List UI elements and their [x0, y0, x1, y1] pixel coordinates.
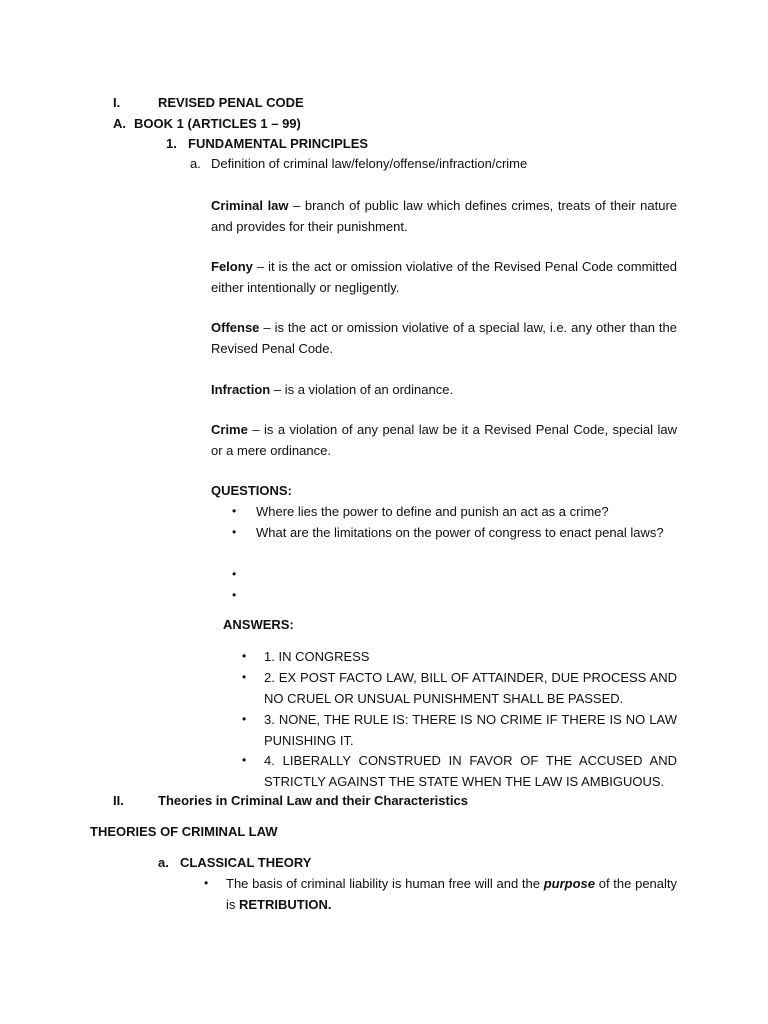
- definition-term: Crime: [211, 422, 248, 437]
- bullet-icon: •: [242, 753, 247, 767]
- classical-bullet: [226, 873, 677, 915]
- classical-bullet-text: of the penalty is: [226, 876, 678, 912]
- bullet-icon: •: [242, 649, 247, 663]
- definition-term: Offense: [211, 320, 260, 335]
- definition-offense: [211, 317, 677, 359]
- bullet-icon: •: [232, 588, 237, 602]
- book-title: BOOK 1 (ARTICLES 1 – 99): [134, 116, 301, 131]
- bullet-icon: •: [242, 712, 247, 726]
- answer-item: 2. EX POST FACTO LAW, BILL OF ATTAINDER, DUE PROCESS AND NO CRUEL OR UNSUAL PUNISHMENT SHALL BE PASSED.: [264, 670, 677, 706]
- answer-item: 4. LIBERALLY CONSTRUED IN FAVOR OF THE ACCUSED AND STRICTLY AGAINST THE STATE WHEN THE LAW IS AMBIGUOUS.: [264, 753, 677, 789]
- answer-item: 3. NONE, THE RULE IS: THERE IS NO CRIME IF THERE IS NO LAW PUNISHING IT.: [264, 712, 677, 748]
- bullet-icon: •: [232, 567, 237, 581]
- section-2-numeral: II.: [113, 793, 124, 808]
- bullet-icon: •: [232, 504, 237, 518]
- answers-heading: ANSWERS:: [223, 617, 294, 632]
- section-1-title: REVISED PENAL CODE: [158, 95, 304, 110]
- bullet-icon: •: [232, 525, 237, 539]
- bullet-icon: •: [204, 876, 209, 890]
- book-marker: A.: [113, 116, 126, 131]
- classical-title: CLASSICAL THEORY: [180, 855, 312, 870]
- principles-title: FUNDAMENTAL PRINCIPLES: [188, 136, 369, 151]
- section-1-numeral: I.: [113, 95, 121, 110]
- principles-marker: 1.: [166, 136, 177, 151]
- definition-text: – branch of public law which defines crimes, treats of their nature and provides for their punishment.: [211, 198, 678, 234]
- definition-criminal-law: [211, 195, 677, 237]
- answer-item: 1. IN CONGRESS: [264, 649, 370, 664]
- definition-term: Infraction: [211, 382, 271, 397]
- question-item: Where lies the power to define and punish an act as a crime?: [256, 504, 609, 519]
- classical-marker: a.: [158, 855, 169, 870]
- section-2-title: Theories in Criminal Law and their Characteristics: [158, 793, 468, 808]
- definition-text: – is a violation of any penal law be it a Revised Penal Code, special law or a mere ordinance.: [211, 422, 677, 458]
- definition-term: Felony: [211, 259, 253, 274]
- classical-bullet-strong: RETRIBUTION.: [239, 897, 332, 912]
- definition-text: – is a violation of an ordinance.: [270, 382, 454, 397]
- definition-infraction: [211, 379, 677, 400]
- bullet-icon: •: [242, 670, 247, 684]
- definition-text: – it is the act or omission violative of the Revised Penal Code committed either intentionally or negligently.: [211, 259, 677, 295]
- subitem-text: Definition of criminal law/felony/offense/infraction/crime: [211, 156, 528, 171]
- question-item: What are the limitations on the power of congress to enact penal laws?: [256, 525, 664, 540]
- classical-bullet-emphasis: purpose: [543, 876, 595, 891]
- theories-heading: THEORIES OF CRIMINAL LAW: [90, 824, 278, 839]
- definition-felony: [211, 256, 677, 298]
- questions-heading: QUESTIONS:: [211, 483, 292, 498]
- subitem-marker: a.: [190, 156, 201, 171]
- definition-crime: [211, 419, 677, 461]
- definition-text: – is the act or omission violative of a special law, i.e. any other than the Revised Penal Code.: [211, 320, 677, 356]
- definition-term: Criminal law: [211, 198, 289, 213]
- classical-bullet-text: The basis of criminal liability is human free will and the: [226, 876, 544, 891]
